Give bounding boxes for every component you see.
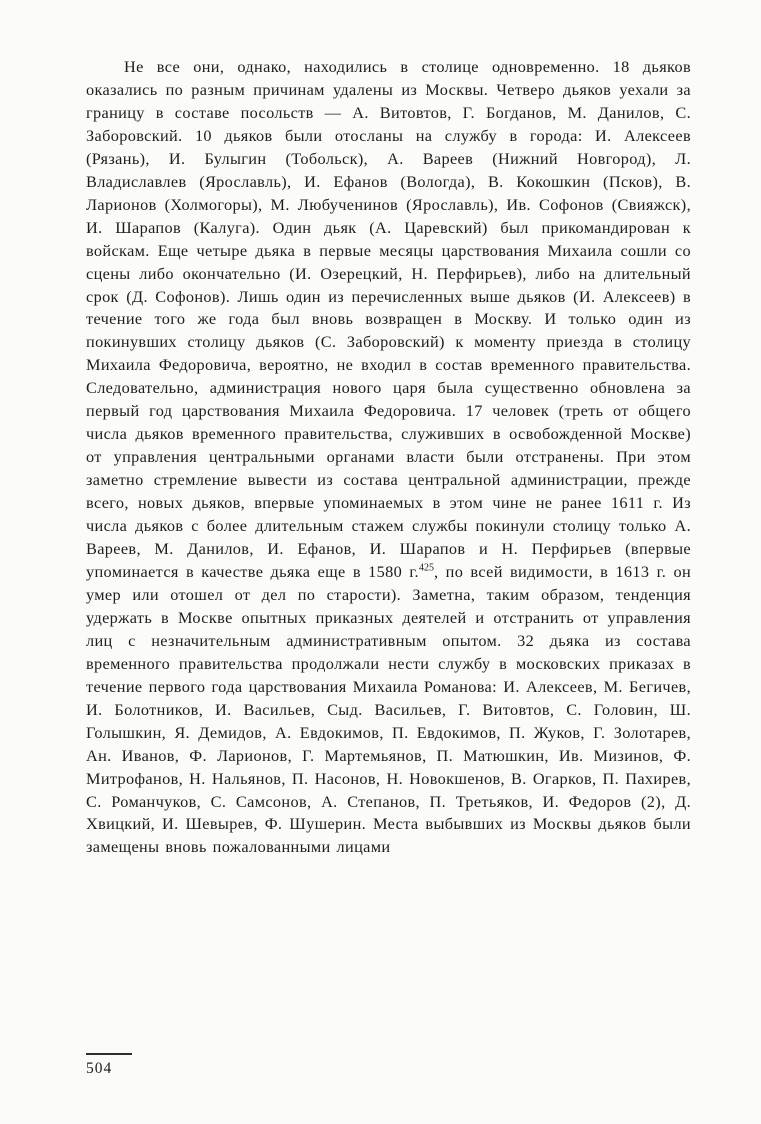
- page-footer: [86, 1053, 132, 1078]
- footer-rule: [86, 1053, 132, 1055]
- footnote-reference: 425: [418, 562, 434, 574]
- paragraph-text-part1: Не все они, однако, находились в столице одновременно. 18 дьяков оказались по разным причинам удалены из Москвы. Четверо дьяков уехали за границу в составе посольств — А. Витовтов, Г. Богданов, М. Данилов, С. Заборовский. 10 дьяков были отосланы на службу в города: И. Алексеев (Рязань), И. Булыгин (Тобольск), А. Вареев (Нижний Новгород), Л. Владиславлев (Ярославль), И. Ефанов (Вологда), В. Кокошкин (Псков), В. Ларионов (Холмогоры), М. Любученинов (Ярославль), Ив. Софонов (Свияжск), И. Шарапов (Калуга). Один дьяк (А. Царевский) был прикомандирован к войскам. Еще четыре дьяка в первые месяцы царствования Михаила сошли со сцены либо окончательно (И. Озерецкий, Н. Перфирьев), либо на длительный срок (Д. Софонов). Лишь один из перечисленных выше дьяков (И. Алексеев) в течение того же года был вновь возвращен в Москву. И только один из покинувших столицу дьяков (С. Заборовский) к моменту приезда в столицу Михаила Федоровича, вероятно, не входил в состав временного правительства. Следовательно, администрация нового царя была существенно обновлена за первый год царствования Михаила Федоровича. 17 человек (треть от общего числа дьяков временного правительства, служивших в освобожденной Москве) от управления центральными органами власти были отстранены. При этом заметно стремление вывести из состава центральной администрации, прежде всего, новых дьяков, впервые упоминаемых в этом чине не ранее 1611 г. Из числа дьяков с более длительным стажем службы покинули столицу только А. Вареев, М. Данилов, И. Ефанов, И. Шарапов и Н. Перфирьев (впервые упоминается в качестве дьяка еще в 1580 г.: [86, 57, 691, 581]
- body-paragraph: [86, 56, 691, 859]
- page-number: 504: [86, 1060, 113, 1077]
- paragraph-text-part2: , по всей видимости, в 1613 г. он умер или отошел от дел по старости). Заметна, таким образом, тенденция удержать в Москве опытных приказных деятелей и отстранить от управления лиц с незначительным административным опытом. 32 дьяка из состава временного правительства продолжали нести службу в московских приказах в течение первого года царствования Михаила Романова: И. Алексеев, М. Бегичев, И. Болотников, И. Васильев, Сыд. Васильев, Г. Витовтов, С. Головин, Ш. Голышкин, Я. Демидов, А. Евдокимов, П. Евдокимов, П. Жуков, Г. Золотарев, Ан. Иванов, Ф. Ларионов, Г. Мартемьянов, П. Матюшкин, Ив. Мизинов, Ф. Митрофанов, Н. Нальянов, П. Насонов, Н. Новокшенов, В. Огарков, П. Пахирев, С. Романчуков, С. Самсонов, А. Степанов, П. Третьяков, И. Федоров (2), Д. Хвицкий, И. Шевырев, Ф. Шушерин. Места выбывших из Москвы дьяков были замещены вновь пожалованными лицами: [86, 561, 692, 857]
